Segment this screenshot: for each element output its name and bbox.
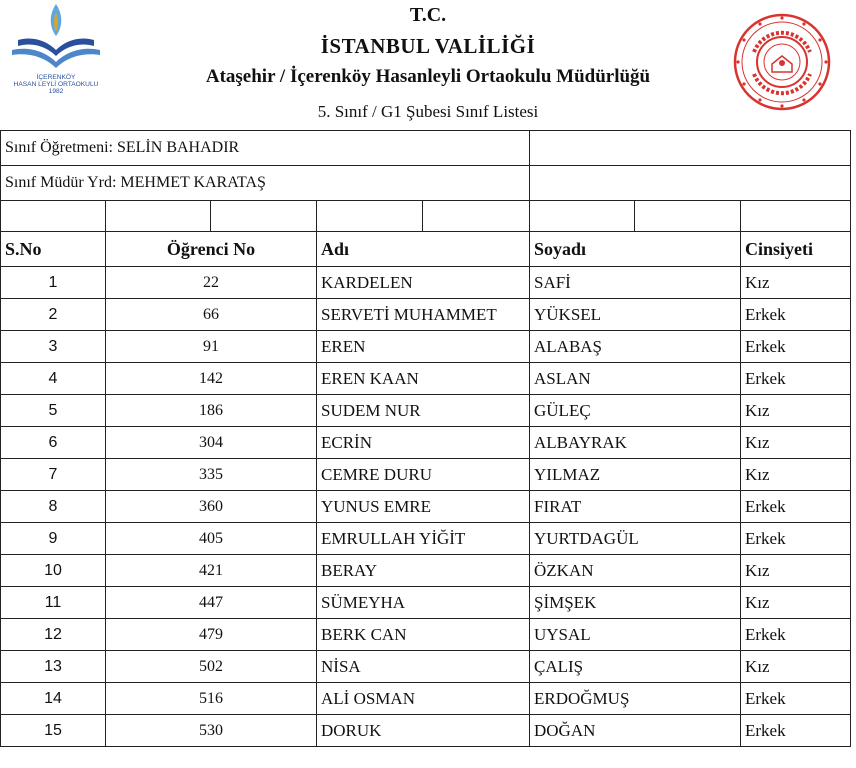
student-gender: Kız — [741, 427, 851, 459]
student-surname: YURTDAGÜL — [530, 523, 741, 555]
student-sno: 15 — [1, 715, 106, 747]
table-row — [1, 523, 851, 555]
student-name: ECRİN — [317, 427, 530, 459]
student-sno: 10 — [1, 555, 106, 587]
student-gender: Erkek — [741, 683, 851, 715]
student-sno: 12 — [1, 619, 106, 651]
blank-row — [1, 201, 851, 232]
title-tc: T.C. — [409, 4, 447, 26]
student-number: 502 — [106, 651, 317, 683]
ministry-seal-icon — [732, 12, 832, 112]
student-sno: 2 — [1, 299, 106, 331]
student-name: NİSA — [317, 651, 530, 683]
teacher-row — [1, 131, 851, 166]
empty-cell — [530, 131, 851, 166]
title-school: Ataşehir / İçerenköy Hasanleyli Ortaokulu Müdürlüğü — [205, 66, 651, 87]
empty-cell — [635, 201, 741, 232]
student-gender: Erkek — [741, 491, 851, 523]
student-surname: DOĞAN — [530, 715, 741, 747]
student-name: EREN KAAN — [317, 363, 530, 395]
header-gender: Cinsiyeti — [741, 232, 851, 267]
student-number: 421 — [106, 555, 317, 587]
student-name: SERVETİ MUHAMMET — [317, 299, 530, 331]
table-row — [1, 459, 851, 491]
student-name: BERAY — [317, 555, 530, 587]
student-name: SÜMEYHA — [317, 587, 530, 619]
vice-principal-row — [1, 166, 851, 201]
student-surname: ÖZKAN — [530, 555, 741, 587]
student-surname: ÇALIŞ — [530, 651, 741, 683]
table-header-row — [1, 232, 851, 267]
table-row — [1, 715, 851, 747]
logo-text-1: İÇERENKÖY — [36, 74, 76, 81]
logo-text-3: 1982 — [48, 88, 64, 95]
header-surname: Soyadı — [530, 232, 741, 267]
student-name: ALİ OSMAN — [317, 683, 530, 715]
student-surname: ASLAN — [530, 363, 741, 395]
table-row — [1, 555, 851, 587]
student-gender: Kız — [741, 587, 851, 619]
student-sno: 6 — [1, 427, 106, 459]
title-class-list: 5. Sınıf / G1 Şubesi Sınıf Listesi — [317, 102, 539, 121]
table-row — [1, 427, 851, 459]
student-sno: 5 — [1, 395, 106, 427]
student-name: DORUK — [317, 715, 530, 747]
student-number: 66 — [106, 299, 317, 331]
student-gender: Erkek — [741, 363, 851, 395]
student-surname: UYSAL — [530, 619, 741, 651]
student-sno: 13 — [1, 651, 106, 683]
document-header — [0, 0, 856, 132]
student-surname: YILMAZ — [530, 459, 741, 491]
table-row — [1, 651, 851, 683]
table-row — [1, 363, 851, 395]
student-sno: 14 — [1, 683, 106, 715]
student-surname: YÜKSEL — [530, 299, 741, 331]
student-gender: Kız — [741, 395, 851, 427]
student-surname: ALBAYRAK — [530, 427, 741, 459]
student-sno: 3 — [1, 331, 106, 363]
vice-principal: Sınıf Müdür Yrd: MEHMET KARATAŞ — [1, 166, 530, 201]
student-surname: GÜLEÇ — [530, 395, 741, 427]
title-governorship: İSTANBUL VALİLİĞİ — [320, 34, 536, 58]
student-number: 447 — [106, 587, 317, 619]
header-sno: S.No — [1, 232, 106, 267]
student-gender: Kız — [741, 555, 851, 587]
student-sno: 11 — [1, 587, 106, 619]
logo-text-2: HASAN LEYLİ ORTAOKULU — [13, 81, 99, 88]
student-number: 530 — [106, 715, 317, 747]
table-row — [1, 267, 851, 299]
student-gender: Erkek — [741, 619, 851, 651]
student-number: 335 — [106, 459, 317, 491]
empty-cell — [741, 201, 851, 232]
student-name: KARDELEN — [317, 267, 530, 299]
table-row — [1, 491, 851, 523]
student-number: 91 — [106, 331, 317, 363]
student-number: 360 — [106, 491, 317, 523]
student-surname: ALABAŞ — [530, 331, 741, 363]
student-number: 142 — [106, 363, 317, 395]
student-gender: Erkek — [741, 331, 851, 363]
student-name: EMRULLAH YİĞİT — [317, 523, 530, 555]
table-row — [1, 395, 851, 427]
student-number: 405 — [106, 523, 317, 555]
student-name: EREN — [317, 331, 530, 363]
header-name: Adı — [317, 232, 530, 267]
empty-cell — [530, 201, 635, 232]
student-surname: SAFİ — [530, 267, 741, 299]
student-surname: FIRAT — [530, 491, 741, 523]
table-row — [1, 299, 851, 331]
class-teacher: Sınıf Öğretmeni: SELİN BAHADIR — [1, 131, 530, 166]
student-surname: ŞİMŞEK — [530, 587, 741, 619]
student-number: 304 — [106, 427, 317, 459]
student-gender: Kız — [741, 267, 851, 299]
empty-cell — [423, 201, 530, 232]
table-row — [1, 683, 851, 715]
student-surname: ERDOĞMUŞ — [530, 683, 741, 715]
student-sno: 8 — [1, 491, 106, 523]
student-number: 516 — [106, 683, 317, 715]
student-sno: 4 — [1, 363, 106, 395]
student-gender: Kız — [741, 459, 851, 491]
student-gender: Erkek — [741, 715, 851, 747]
student-number: 186 — [106, 395, 317, 427]
table-row — [1, 619, 851, 651]
student-gender: Erkek — [741, 523, 851, 555]
student-name: SUDEM NUR — [317, 395, 530, 427]
empty-cell — [317, 201, 423, 232]
student-name: YUNUS EMRE — [317, 491, 530, 523]
header-student-no: Öğrenci No — [106, 232, 317, 267]
student-number: 22 — [106, 267, 317, 299]
student-name: CEMRE DURU — [317, 459, 530, 491]
student-gender: Erkek — [741, 299, 851, 331]
student-sno: 1 — [1, 267, 106, 299]
empty-cell — [211, 201, 317, 232]
class-list-table — [0, 130, 851, 747]
student-sno: 7 — [1, 459, 106, 491]
student-sno: 9 — [1, 523, 106, 555]
student-number: 479 — [106, 619, 317, 651]
student-name: BERK CAN — [317, 619, 530, 651]
table-row — [1, 587, 851, 619]
ministry-seal — [732, 12, 832, 112]
student-gender: Kız — [741, 651, 851, 683]
empty-cell — [530, 166, 851, 201]
table-row — [1, 331, 851, 363]
empty-cell — [106, 201, 211, 232]
empty-cell — [1, 201, 106, 232]
